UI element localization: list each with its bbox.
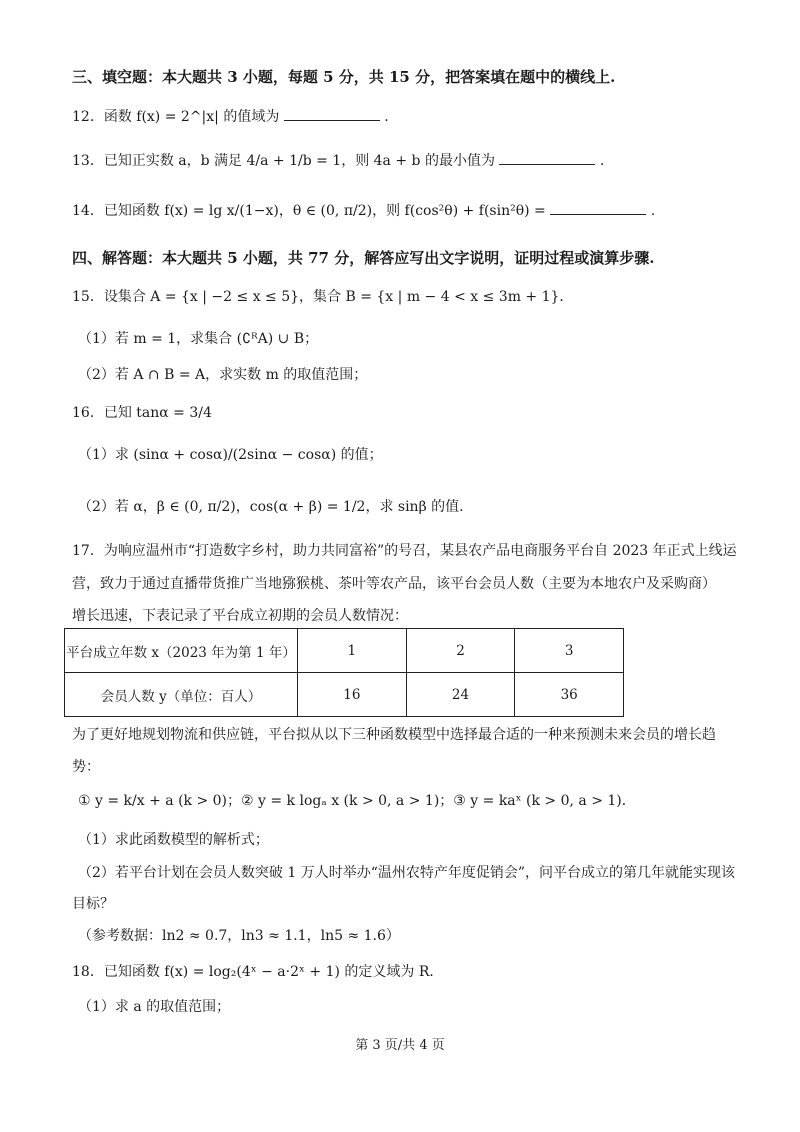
q13-text: 13．已知正实数 a，b 满足 4/a + 1/b = 1，则 4a + b 的最小值为 xyxy=(72,153,495,169)
row-label-members: 会员人数 y（单位：百人） xyxy=(65,673,298,717)
q18-stem: 18．已知函数 f(x) = log₂(4ˣ − a·2ˣ + 1) 的定义域为 R． xyxy=(72,964,444,980)
q17-stem-line1: 17．为响应温州市“打造数字乡村，助力共同富裕”的号召，某县农产品电商服务平台自 2023 年正式上线运 xyxy=(72,543,737,559)
q17-part1: （1）求此函数模型的解析式； xyxy=(78,832,269,848)
q16-part1: （1）求 (sinα + cosα)/(2sinα − cosα) 的值； xyxy=(78,447,383,463)
table-cell: 16 xyxy=(298,673,407,717)
q16-part2: （2）若 α，β ∈ (0, π/2)，cos(α + β) = 1/2，求 sinβ 的值. xyxy=(78,499,464,515)
q17-reference-data: （参考数据：ln2 ≈ 0.7，ln3 ≈ 1.1，ln5 ≈ 1.6） xyxy=(78,928,400,944)
answer-blank-14[interactable] xyxy=(550,214,646,215)
q15-part1: （1）若 m = 1，求集合 (∁ᴿA) ∪ B； xyxy=(78,331,319,347)
q15-stem: 15．设集合 A = {x | −2 ≤ x ≤ 5}，集合 B = {x | m − 4 < x ≤ 3m + 1}． xyxy=(72,289,574,305)
q14-text: 14．已知函数 f(x) = lg x/(1−x)，θ ∈ (0, π/2)，则 f(cos²θ) + f(sin²θ) = xyxy=(72,203,546,219)
q18-part1: （1）求 a 的取值范围； xyxy=(78,999,231,1015)
answer-blank-13[interactable] xyxy=(499,164,595,165)
table-cell: 1 xyxy=(298,629,407,673)
table-cell: 24 xyxy=(406,673,515,717)
section4-heading: 四、解答题：本大题共 5 小题，共 77 分，解答应写出文字说明，证明过程或演算步骤. xyxy=(72,249,655,267)
page-number: 第 3 页/共 4 页 xyxy=(355,1038,445,1053)
q12-end: . xyxy=(384,109,389,125)
q14-end: . xyxy=(650,203,656,219)
q17-stem-line3: 增长迅速，下表记录了平台成立初期的会员人数情况： xyxy=(72,608,408,624)
section3-heading: 三、填空题：本大题共 3 小题，每题 5 分，共 15 分，把答案填在题中的横线上. xyxy=(72,68,616,86)
answer-blank-12[interactable] xyxy=(284,120,380,121)
question-14 xyxy=(72,200,655,220)
table-cell: 36 xyxy=(515,673,624,717)
q17-models: ① y = k/x + a (k > 0)；② y = k logₐ x (k > 0, a > 1)；③ y = kaˣ (k > 0, a > 1)． xyxy=(78,793,636,809)
q12-text: 12．函数 f(x) = 2^|x| 的值域为 xyxy=(72,109,280,125)
q17-part2-line1: （2）若平台计划在会员人数突破 1 万人时举办“温州农特产年度促销会”，问平台成立的第几年就能实现该 xyxy=(78,865,736,881)
question-13 xyxy=(72,150,604,170)
q16-stem: 16．已知 tanα = 3/4 xyxy=(72,405,212,421)
member-count-table xyxy=(64,628,624,717)
q15-part2: （2）若 A ∩ B = A，求实数 m 的取值范围； xyxy=(78,367,368,383)
table-row-years xyxy=(65,629,624,673)
q17-part2-line2: 目标？ xyxy=(72,896,114,912)
q17-after-line2: 势： xyxy=(72,759,100,775)
table-cell: 2 xyxy=(406,629,515,673)
q17-stem-line2: 营，致力于通过直播带货推广当地猕猴桃、茶叶等农产品，该平台会员人数（主要为本地农户及采购商） xyxy=(72,576,716,592)
table-cell: 3 xyxy=(515,629,624,673)
question-12 xyxy=(72,106,389,126)
table-row-members xyxy=(65,673,624,717)
q13-end: . xyxy=(599,153,605,169)
row-label-years: 平台成立年数 x（2023 年为第 1 年） xyxy=(65,629,298,673)
q17-after-line1: 为了更好地规划物流和供应链，平台拟从以下三种函数模型中选择最合适的一种来预测未来会员的增长趋 xyxy=(72,727,716,743)
